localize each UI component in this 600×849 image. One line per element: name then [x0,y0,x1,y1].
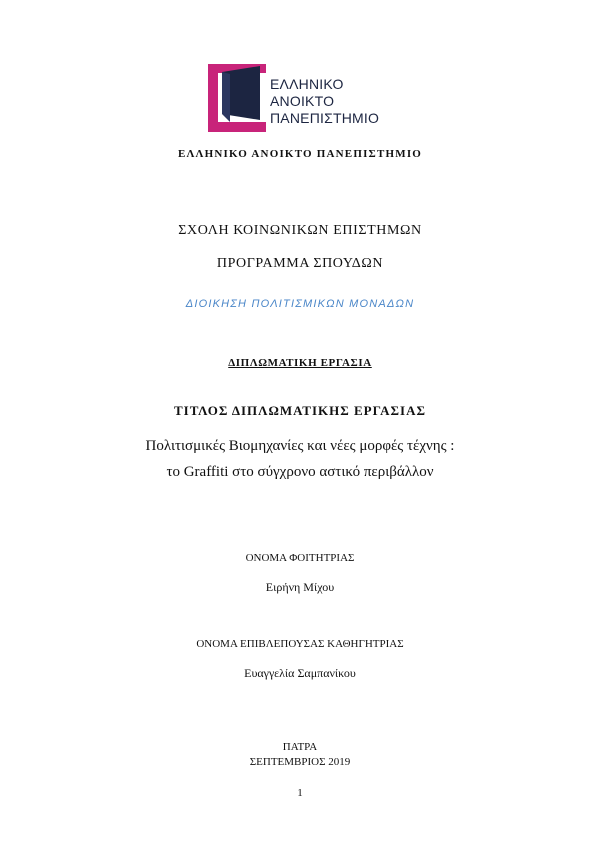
thesis-label [0,357,600,369]
logo-emblem-icon [208,62,268,134]
thesis-title-line-1: Πολιτισμικές Βιομηχανίες και νέες μορφές τέχνης : [145,438,455,454]
student-name: Ειρήνη Μίχου [265,580,335,594]
supervisor-label: ΟΝΟΜΑ ΕΠΙΒΛΕΠΟΥΣΑΣ ΚΑΘΗΓΗΤΡΙΑΣ [196,638,404,650]
thesis-label-text: ΔΙΠΛΩΜΑΤΙΚΗ ΕΡΓΑΣΙΑ [228,357,372,369]
student-label: ΟΝΟΜΑ ΦΟΙΤΗΤΡΙΑΣ [245,552,355,564]
university-name: ΕΛΛΗΝΙΚΟ ΑΝΟΙΚΤΟ ΠΑΝΕΠΙΣΤΗΜΙΟ [177,148,423,160]
program-label: ΠΡΟΓΡΑΜΜΑ ΣΠΟΥΔΩΝ [216,256,384,271]
logo-line-3: ΠΑΝΕΠΙΣΤΗΜΙΟ [270,110,380,126]
title-label: ΤΙΤΛΟΣ ΔΙΠΛΩΜΑΤΙΚΗΣ ΕΡΓΑΣΙΑΣ [174,403,426,418]
place: ΠΑΤΡΑ [282,741,318,753]
page-number: 1 [297,787,303,799]
logo-wordmark [270,76,379,127]
logo-line-1: ΕΛΛΗΝΙΚΟ [270,76,344,92]
university-logo [208,62,398,134]
logo-line-2: ΑΝΟΙΚΤΟ [270,93,335,109]
school-name: ΣΧΟΛΗ ΚΟΙΝΩΝΙΚΩΝ ΕΠΙΣΤΗΜΩΝ [178,223,422,238]
date: ΣΕΠΤΕΜΒΡΙΟΣ 2019 [249,756,351,768]
supervisor-name: Ευαγγελία Σαμπανίκου [244,666,356,680]
department-name: ΔΙΟΙΚΗΣΗ ΠΟΛΙΤΙΣΜΙΚΩΝ ΜΟΝΑΔΩΝ [185,298,415,310]
thesis-title-line-2: το Graffiti στο σύγχρονο αστικό περιβάλλον [166,464,434,480]
